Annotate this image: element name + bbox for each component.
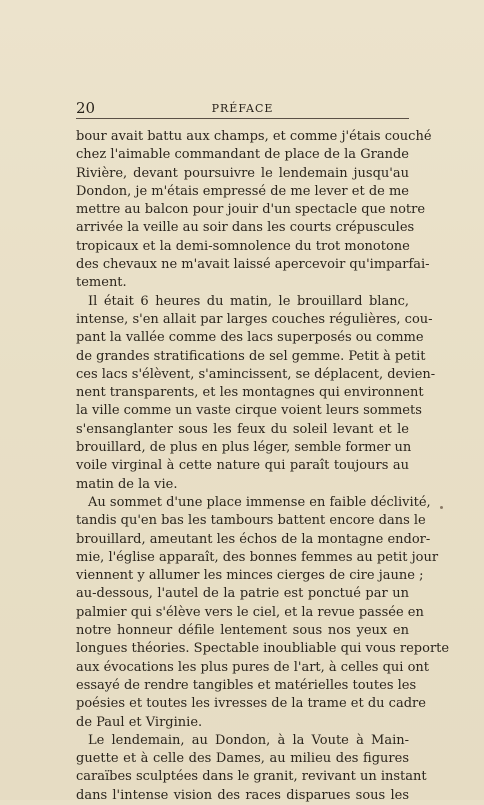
text-line: notre honneur défile lentement sous nos yeux en bbox=[76, 623, 409, 639]
text-line: nent transparents, et les montagnes qui environnent bbox=[76, 385, 424, 401]
text-line: pant la vallée comme des lacs superposés ou comme bbox=[76, 330, 424, 346]
text-line: Dondon, je m'étais empressé de me lever et de me bbox=[76, 183, 409, 199]
text-line: mettre au balcon pour jouir d'un spectacle que notre bbox=[76, 202, 426, 218]
text-line: la ville comme un vaste cirque voient leurs sommets bbox=[76, 403, 422, 419]
text-line: brouillard, ameutant les échos de la montagne endor- bbox=[76, 531, 431, 547]
text-line: tandis qu'en bas les tambours battent encore dans le bbox=[76, 513, 426, 529]
text-line: chez l'aimable commandant de place de la Grande bbox=[76, 147, 409, 163]
text-line: brouillard, de plus en plus léger, semble former un bbox=[76, 440, 412, 456]
text-line: tement. bbox=[76, 275, 127, 291]
text-line: guette et à celle des Dames, au milieu des figures bbox=[76, 751, 409, 767]
text-line: viennent y allumer les minces cierges de cire jaune ; bbox=[76, 568, 424, 584]
text-line: arrivée la veille au soir dans les courts crépuscules bbox=[76, 220, 415, 236]
text-line: essayé de rendre tangibles et matérielles toutes les bbox=[76, 677, 417, 693]
text-line: intense, s'en allait par larges couches régulières, cou- bbox=[76, 311, 433, 327]
text-line: caraïbes sculptées dans le granit, revivant un instant bbox=[76, 769, 427, 785]
text-line: s'ensanglanter sous les feux du soleil levant et le bbox=[76, 421, 409, 437]
body-text bbox=[76, 128, 450, 805]
text-line: de Paul et Virginie. bbox=[76, 714, 203, 730]
text-line: palmier qui s'élève vers le ciel, et la revue passée en bbox=[76, 604, 424, 620]
header-rule bbox=[76, 118, 409, 119]
text-line: dans l'intense vision des races disparues sous les bbox=[76, 787, 409, 803]
paragraph-start: Le lendemain, au Dondon, à la Voute à Main- bbox=[88, 732, 409, 748]
text-line: au-dessous, l'autel de la patrie est ponctué par un bbox=[76, 586, 409, 602]
text-line: aux évocations les plus pures de l'art, à celles qui ont bbox=[76, 659, 429, 675]
text-line: des chevaux ne m'avait laissé apercevoir qu'imparfai- bbox=[76, 257, 430, 273]
page-number: 20 bbox=[76, 99, 96, 117]
text-line: bour avait battu aux champs, et comme j'étais couché bbox=[76, 129, 432, 144]
text-line: matin de la vie. bbox=[76, 476, 178, 492]
margin-mark bbox=[440, 506, 443, 509]
page-header bbox=[76, 99, 409, 117]
text-line: Rivière, devant poursuivre le lendemain jusqu'au bbox=[76, 165, 409, 181]
paragraph-start: Au sommet d'une place immense en faible déclivité, bbox=[88, 494, 431, 510]
text-line: voile virginal à cette nature qui paraît toujours au bbox=[76, 458, 409, 474]
running-head: PRÉFACE bbox=[211, 102, 274, 115]
text-line: tropicaux et la demi-somnolence du trot monotone bbox=[76, 238, 410, 254]
paragraph-start: Il était 6 heures du matin, le brouillard blanc, bbox=[88, 293, 409, 309]
text-line: de grandes stratifications de sel gemme. Petit à petit bbox=[76, 348, 426, 364]
text-line: poésies et toutes les ivresses de la trame et du cadre bbox=[76, 696, 426, 712]
text-line: mie, l'église apparaît, des bonnes femmes au petit jour bbox=[76, 549, 439, 565]
text-line: ces lacs s'élèvent, s'amincissent, se déplacent, devien- bbox=[76, 366, 436, 382]
text-line: longues théories. Spectable inoubliable qui vous reporte bbox=[76, 641, 450, 657]
